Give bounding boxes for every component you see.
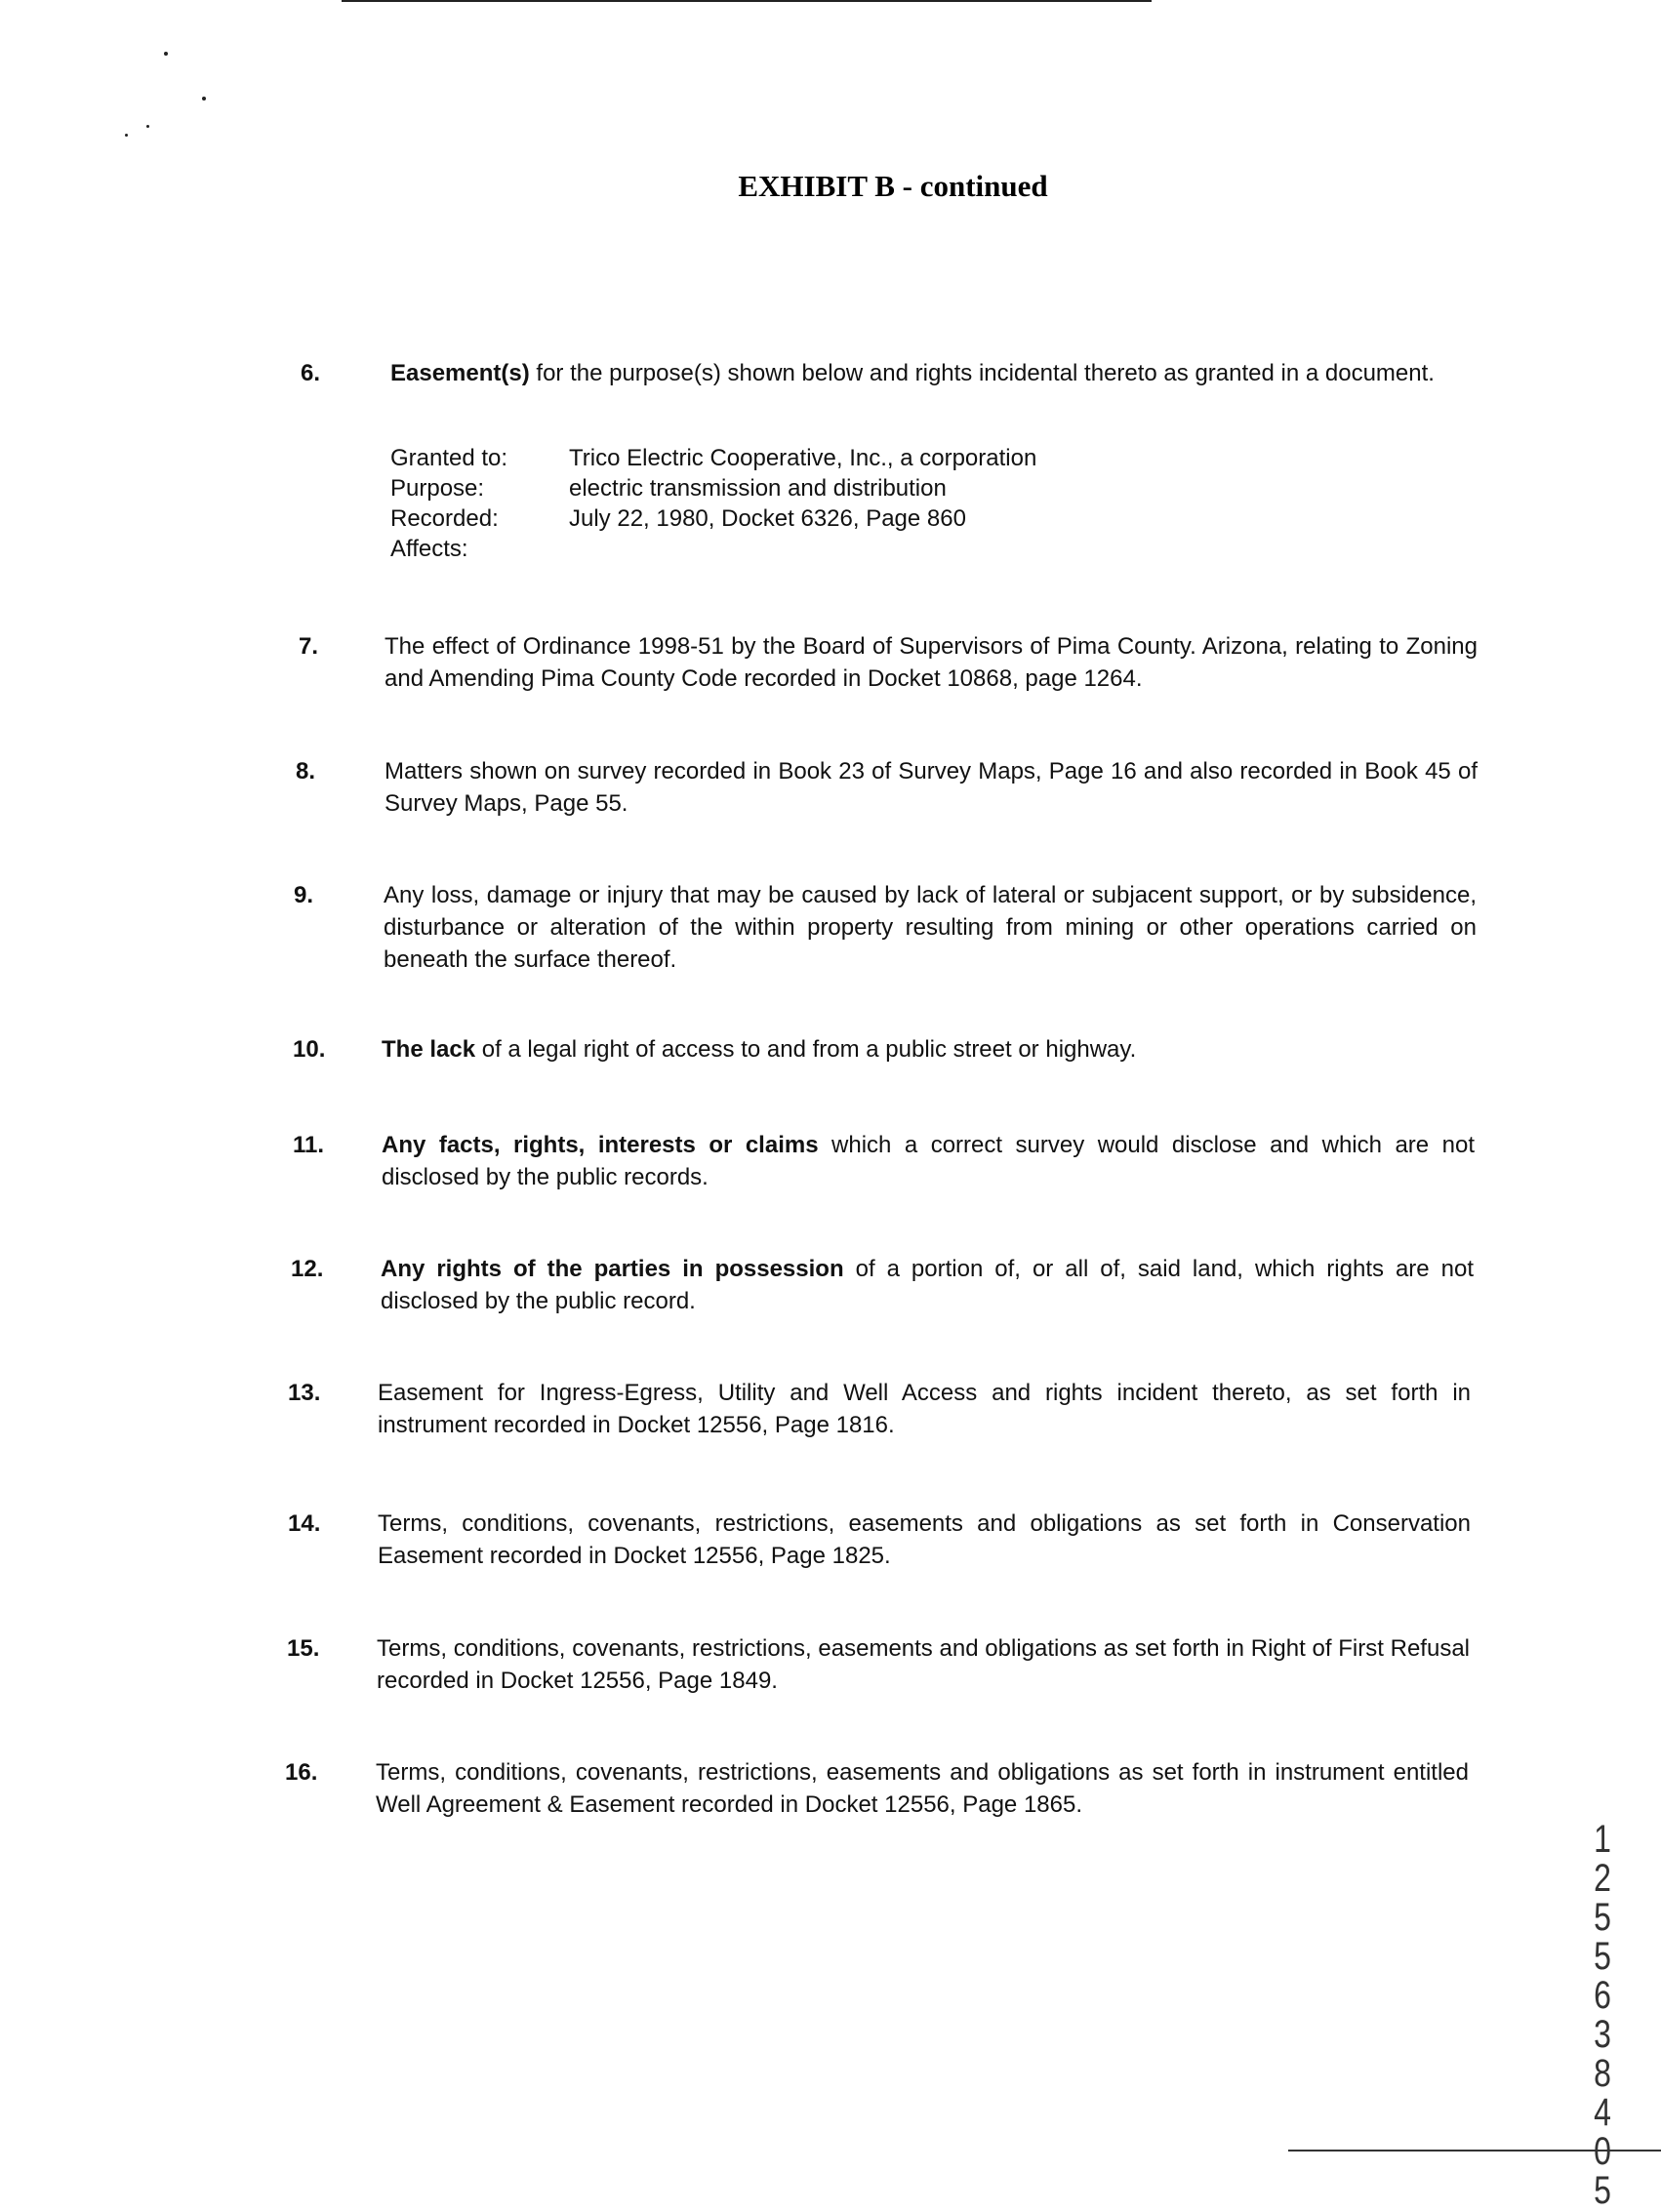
easement-details	[390, 443, 1036, 564]
item-number: 11.	[293, 1132, 325, 1158]
item-text	[385, 630, 1478, 695]
recorded-value: July 22, 1980, Docket 6326, Page 860	[569, 505, 966, 532]
purpose-label: Purpose:	[390, 475, 485, 502]
item-body: for the purpose(s) shown below and rights incidental thereto as granted in a document.	[529, 360, 1435, 386]
item-number: 10.	[293, 1036, 326, 1063]
affects-label: Affects:	[390, 536, 468, 562]
page-title: EXHIBIT B - continued	[738, 169, 1048, 203]
item-bold-lead: Easement(s)	[390, 360, 530, 386]
item-number: 8.	[296, 758, 316, 784]
recording-stamp-number: 12556 3840 5	[1594, 1818, 1611, 2212]
item-text	[382, 1033, 1475, 1066]
recorded-row	[390, 503, 1036, 534]
item-body: Terms, conditions, covenants, restrictions, easements and obligations as set forth in Right of First Refusal recorded in Docket 12556, Page 1849.	[377, 1635, 1470, 1694]
item-text	[384, 879, 1477, 976]
granted-to-label: Granted to:	[390, 445, 508, 471]
item-text	[378, 1377, 1471, 1441]
item-number: 14.	[288, 1510, 321, 1537]
item-number: 15.	[287, 1635, 320, 1662]
item-body: Terms, conditions, covenants, restrictions, easements and obligations as set forth in instrument entitled Well Agreement & Easement recorded in Docket 12556, Page 1865.	[376, 1759, 1469, 1818]
purpose-value: electric transmission and distribution	[569, 475, 947, 502]
item-bold-lead: Any rights of the parties in possession	[381, 1256, 844, 1282]
item-bold-lead: Any facts, rights, interests or claims	[382, 1132, 819, 1158]
item-text	[376, 1756, 1469, 1821]
item-text	[385, 755, 1478, 820]
affects-row	[390, 534, 1036, 564]
item-text	[381, 1253, 1474, 1317]
item-number: 7.	[299, 633, 319, 660]
scan-speck	[146, 125, 149, 128]
item-text	[382, 1129, 1475, 1193]
item-number: 12.	[291, 1256, 324, 1282]
item-number: 13.	[288, 1380, 321, 1406]
item-text	[378, 1508, 1471, 1572]
item-body: of a legal right of access to and from a public street or highway.	[475, 1036, 1137, 1063]
recorded-label: Recorded:	[390, 505, 499, 532]
item-number: 6.	[301, 360, 321, 386]
item-body: The effect of Ordinance 1998-51 by the Board of Supervisors of Pima County. Arizona, relating to Zoning and Amending Pima County Code recorded in Docket 10868, page 1264.	[385, 633, 1478, 692]
item-number: 16.	[285, 1759, 318, 1786]
item-body: Any loss, damage or injury that may be caused by lack of lateral or subjacent support, or by subsidence, disturbance or alteration of the within property resulting from mining or other operations carried on beneath the surface thereof.	[384, 882, 1477, 973]
scan-speck	[202, 97, 206, 101]
item-bold-lead: The lack	[382, 1036, 476, 1063]
item-body: Terms, conditions, covenants, restrictions, easements and obligations as set forth in Conservation Easement recorded in Docket 12556, Page 1825.	[378, 1510, 1471, 1569]
top-edge-rule	[342, 0, 1152, 2]
item-body: of a portion of, or all of, said land, which rights are not disclosed by the public record.	[381, 1256, 1474, 1314]
item-text	[390, 357, 1479, 389]
purpose-row	[390, 473, 1036, 503]
granted-to-row	[390, 443, 1036, 473]
item-text	[377, 1632, 1470, 1697]
granted-to-value: Trico Electric Cooperative, Inc., a corporation	[569, 445, 1037, 471]
item-body: which a correct survey would disclose and which are not disclosed by the public records.	[382, 1132, 1475, 1190]
item-body: Easement for Ingress-Egress, Utility and Well Access and rights incident thereto, as set forth in instrument recorded in Docket 12556, Page 1816.	[378, 1380, 1471, 1438]
scan-speck	[125, 134, 128, 137]
item-body: Matters shown on survey recorded in Book 23 of Survey Maps, Page 16 and also recorded in Book 45 of Survey Maps, Page 55.	[385, 758, 1478, 817]
item-number: 9.	[294, 882, 314, 908]
scan-speck	[164, 52, 168, 56]
